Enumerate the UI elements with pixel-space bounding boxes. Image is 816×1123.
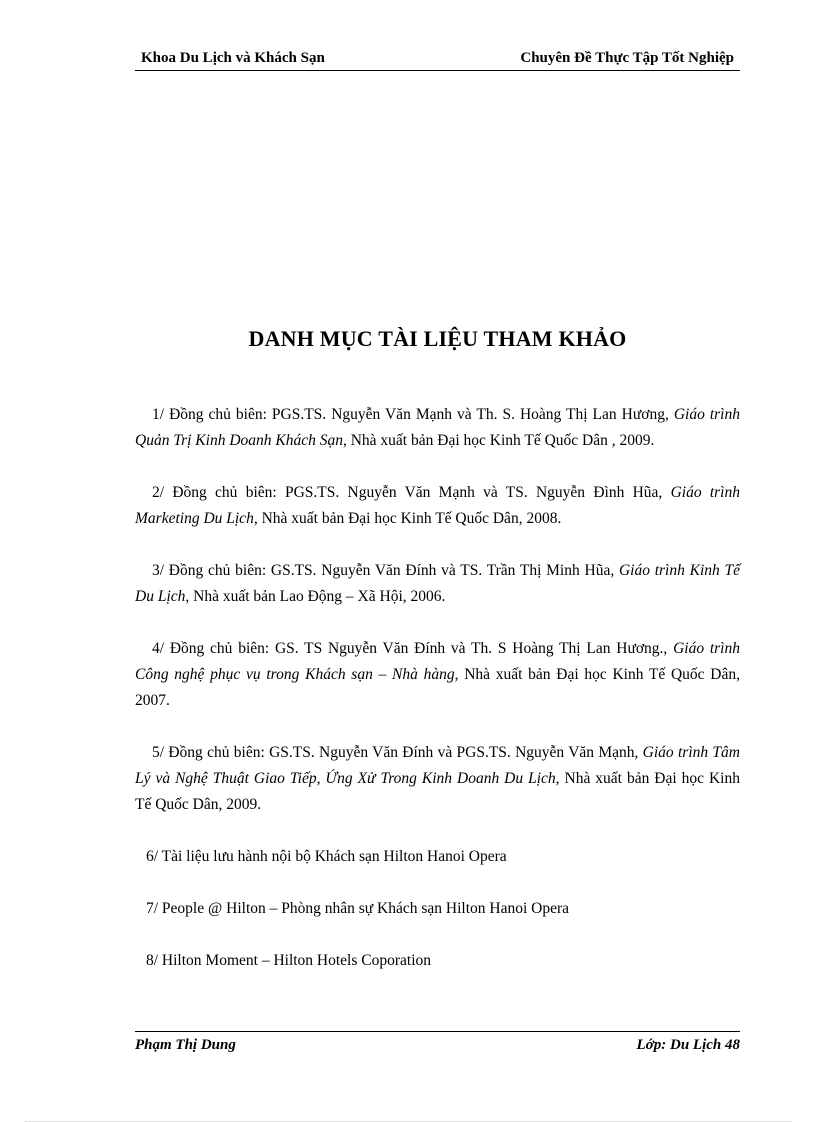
page-edge-divider — [25, 1121, 791, 1122]
reference-item — [135, 558, 740, 610]
reference-book-title: Giáo trình Công nghệ phục vụ trong Khách sạn – Nhà hàng — [135, 640, 740, 683]
reference-authors: 5/ Đồng chủ biên: GS.TS. Nguyễn Văn Đính và PGS.TS. Nguyễn Văn Mạnh, — [152, 744, 643, 761]
reference-item-short: 7/ People @ Hilton – Phòng nhân sự Khách sạn Hilton Hanoi Opera — [146, 900, 570, 917]
reference-authors: 3/ Đồng chủ biên: GS.TS. Nguyễn Văn Đính và TS. Trần Thị Minh Hũa, — [152, 562, 619, 579]
reference-list — [135, 402, 740, 1000]
footer-author: Phạm Thị Dung — [135, 1037, 236, 1053]
header-faculty: Khoa Du Lịch và Khách Sạn — [141, 50, 325, 66]
reference-book-title: Giáo trình Kinh Tế Du Lịch — [135, 562, 740, 605]
reference-book-title: Giáo trình Quản Trị Kinh Doanh Khách Sạn — [135, 406, 740, 449]
reference-book-title: Giáo trình Tâm Lý và Nghệ Thuật Giao Tiếp, Ứng Xử Trong Kinh Doanh Du Lịch — [135, 744, 740, 787]
reference-authors: 1/ Đồng chủ biên: PGS.TS. Nguyễn Văn Mạnh và Th. S. Hoàng Thị Lan Hương, — [152, 406, 674, 423]
reference-item — [135, 740, 740, 818]
reference-authors: 4/ Đồng chủ biên: GS. TS Nguyễn Văn Đính và Th. S Hoàng Thị Lan Hương., — [152, 640, 674, 657]
reference-publisher: , Nhà xuất bản Đại học Kinh Tế Quốc Dân, 2008. — [253, 510, 562, 527]
reference-publisher: , Nhà xuất bản Đại học Kinh Tế Quốc Dân, 2007. — [135, 666, 740, 709]
reference-publisher: , Nhà xuất bản Đại học Kinh Tế Quốc Dân , 2009. — [342, 432, 655, 449]
reference-item — [135, 480, 740, 532]
reference-publisher: , Nhà xuất bản Lao Động – Xã Hội, 2006. — [185, 588, 446, 605]
reference-item-short: 6/ Tài liệu lưu hành nội bộ Khách sạn Hilton Hanoi Opera — [146, 848, 507, 865]
reference-item-short: 8/ Hilton Moment – Hilton Hotels Coporation — [146, 952, 432, 969]
reference-authors: 2/ Đồng chủ biên: PGS.TS. Nguyễn Văn Mạnh và TS. Nguyễn Đình Hũa, — [152, 484, 671, 501]
reference-book-title: Giáo trình Marketing Du Lịch — [135, 484, 740, 527]
reference-item — [135, 636, 740, 714]
reference-publisher: , Nhà xuất bản Đại học Kinh Tế Quốc Dân, 2009. — [135, 770, 740, 813]
page-title: DANH MỤC TÀI LIỆU THAM KHẢO — [248, 326, 627, 351]
footer-class: Lớp: Du Lịch 48 — [636, 1037, 740, 1053]
header-report-type: Chuyên Đề Thực Tập Tốt Nghiệp — [520, 50, 734, 66]
reference-item — [135, 402, 740, 454]
page-footer — [135, 1031, 740, 1053]
page-header — [135, 48, 740, 71]
